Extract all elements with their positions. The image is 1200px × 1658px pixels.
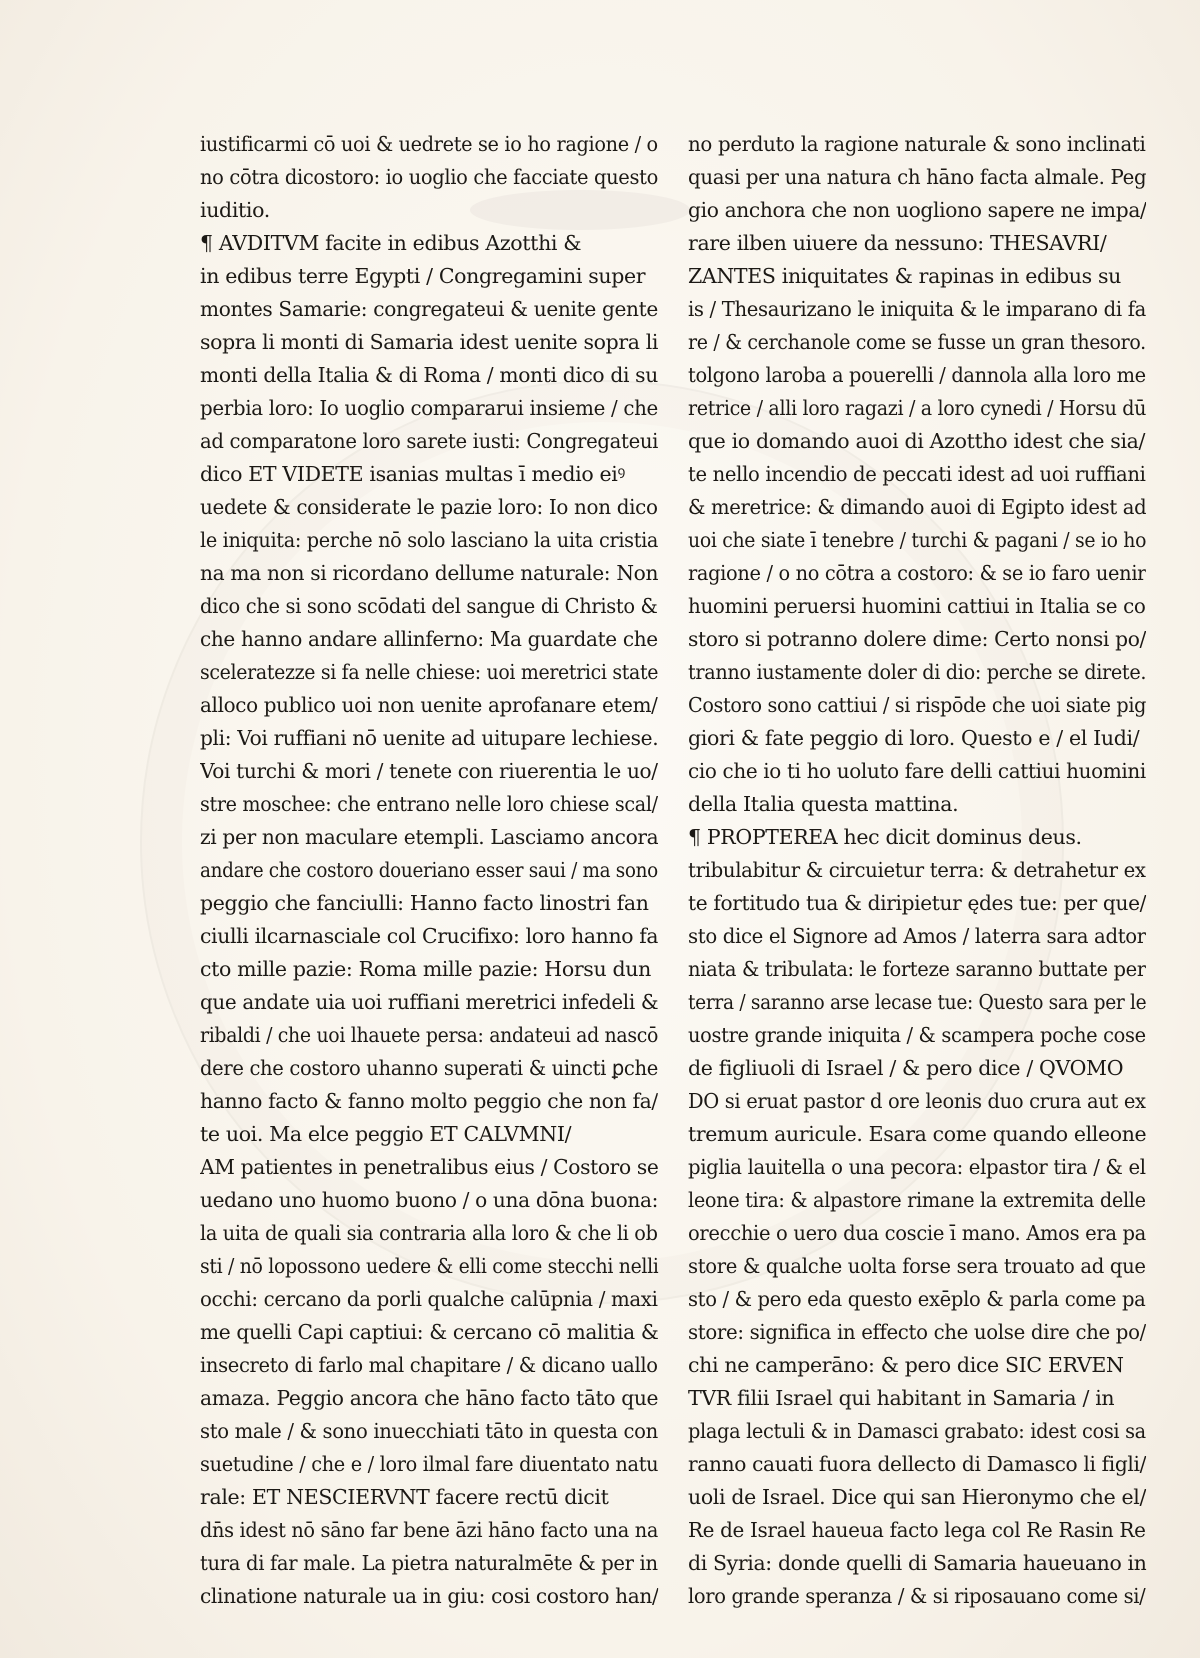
text-line: tribulabitur & circuietur terra: & detrahetur ex: [688, 858, 1146, 882]
text-line: te fortitudo tua & diripietur ędes tue: per que/: [688, 891, 1147, 915]
text-line: le iniquita: perche nō solo lasciano la uita cristia: [200, 528, 659, 552]
text-line: pli: Voi ruffiani nō uenite ad uitupare lechiese.: [200, 726, 659, 750]
text-line: ribaldi / che uoi lhauete persa: andateui ad nascō: [200, 1023, 659, 1047]
text-line: iustificarmi cō uoi & uedrete se io ho ragione / o: [200, 132, 658, 156]
text-line: occhi: cercano da porli qualche calūpnia / maxi: [200, 1287, 658, 1311]
text-line: store & qualche uolta forse sera trouato ad que: [688, 1254, 1146, 1278]
text-line: perbia loro: Io uoglio compararui insieme / che: [200, 396, 658, 420]
text-line: iuditio.: [200, 198, 270, 222]
text-line: retrice / alli loro ragazi / a loro cynedi / Horsu dū: [688, 396, 1146, 420]
text-line: dico che si sono scōdati del sangue di Christo &: [200, 594, 658, 618]
text-line: uostre grande iniquita / & scampera poche cose: [688, 1023, 1146, 1047]
text-line: andare che costoro doueriano esser saui / ma sono: [200, 858, 658, 882]
text-line: ¶ AVDITVM facite in edibus Azotthi &: [200, 231, 582, 255]
text-line: sto dice el Signore ad Amos / laterra sara adtor: [688, 924, 1146, 948]
text-line: hanno facto & fanno molto peggio che non fa/: [200, 1089, 658, 1113]
text-line: store: significa in effecto che uolse dire che po/: [688, 1320, 1146, 1344]
text-line: terra / saranno arse lecase tue: Questo sara per le: [688, 990, 1147, 1014]
text-line: clinatione naturale ua in giu: cosi costoro han/: [200, 1584, 659, 1608]
text-line: de figliuoli di Israel / & pero dice / QVOMO: [688, 1056, 1124, 1080]
text-line: la uita de quali sia contraria alla loro & che li ob: [200, 1221, 658, 1245]
text-column-right: [688, 128, 1146, 1613]
text-line: te uoi. Ma elce peggio ET CALVMNI/: [200, 1122, 572, 1146]
text-line: re / & cerchanole come se fusse un gran thesoro.: [688, 330, 1146, 354]
text-line: rare ilben uiuere da nessuno: THESAVRI/: [688, 231, 1107, 255]
text-line: orecchie o uero dua coscie ī mano. Amos era pa: [688, 1221, 1146, 1245]
text-line: tremum auricule. Esara come quando elleone: [688, 1122, 1147, 1146]
text-line: sti / nō lopossono uedere & elli come stecchi nelli: [200, 1254, 659, 1278]
text-line: sceleratezze si fa nelle chiese: uoi meretrici state: [200, 660, 658, 684]
text-line: uoi che siate ī tenebre / turchi & pagani / se io ho: [688, 528, 1147, 552]
text-line: cto mille pazie: Roma mille pazie: Horsu dun: [200, 957, 651, 981]
text-line: quasi per una natura ch hāno facta almale. Peg: [688, 165, 1146, 189]
text-line: dere che costoro uhanno superati & uincti ꝑche: [200, 1056, 658, 1080]
text-line: plaga lectuli & in Damasci grabato: idest cosi sa: [688, 1419, 1146, 1443]
text-line: tura di far male. La pietra naturalmēte & per in: [200, 1551, 658, 1575]
text-line: sto / & pero eda questo exēplo & parla come pa: [688, 1287, 1146, 1311]
text-line: huomini peruersi huomini cattiui in Italia se co: [688, 594, 1146, 618]
text-line: que andate uia uoi ruffiani meretrici infedeli &: [200, 990, 658, 1014]
text-line: DO si eruat pastor d ore leonis duo crura aut ex: [688, 1089, 1146, 1113]
text-line: no perduto la ragione naturale & sono inclinati: [688, 132, 1146, 156]
text-line: uedano uno huomo buono / o una dōna buona:: [200, 1188, 659, 1212]
text-line: insecreto di farlo mal chapitare / & dicano uallo: [200, 1353, 658, 1377]
text-line: tranno iustamente doler di dio: perche se direte.: [688, 660, 1147, 684]
text-line: uedete & considerate le pazie loro: Io non dico: [200, 495, 658, 519]
text-line: zi per non maculare etempli. Lasciamo ancora: [200, 825, 659, 849]
text-line: ¶ PROPTEREA hec dicit dominus deus.: [688, 825, 1082, 849]
text-line: stre moschee: che entrano nelle loro chiese scal/: [200, 792, 658, 816]
text-line: niata & tribulata: le forteze saranno buttate per: [688, 957, 1146, 981]
text-line: ranno cauati fuora dellecto di Damasco li figli/: [688, 1452, 1147, 1476]
text-line: giori & fate peggio di loro. Questo e / el Iudi/: [688, 726, 1140, 750]
text-line: amaza. Peggio ancora che hāno facto tāto que: [200, 1386, 658, 1410]
text-line: ad comparatone loro sarete iusti: Congregateui: [200, 429, 658, 453]
text-line: storo si potranno dolere dime: Certo nonsi po/: [688, 627, 1146, 651]
text-line: tolgono laroba a pouerelli / dannola alla loro me: [688, 363, 1146, 387]
text-line: suetudine / che e / loro ilmal fare diuentato natu: [200, 1452, 658, 1476]
text-line: rale: ET NESCIERVNT facere rectū dicit: [200, 1485, 609, 1509]
text-line: sopra li monti di Samaria idest uenite sopra li: [200, 330, 659, 354]
text-line: is / Thesaurizano le iniquita & le imparano di fa: [688, 297, 1146, 321]
text-line: che hanno andare allinferno: Ma guardate che: [200, 627, 658, 651]
text-line: me quelli Capi captiui: & cercano cō malitia &: [200, 1320, 659, 1344]
text-column-left: [200, 128, 658, 1613]
text-line: TVR filii Israel qui habitant in Samaria / in: [688, 1386, 1115, 1410]
text-line: na ma non si ricordano dellume naturale: Non: [200, 561, 659, 585]
text-line: della Italia questa mattina.: [688, 792, 959, 816]
text-line: te nello incendio de peccati idest ad uoi ruffiani: [688, 462, 1146, 486]
text-line: peggio che fanciulli: Hanno facto linostri fan: [200, 891, 649, 915]
text-line: & meretrice: & dimando auoi di Egipto idest ad: [688, 495, 1146, 519]
text-line: gio anchora che non uogliono sapere ne impa/: [688, 198, 1147, 222]
text-line: sto male / & sono inuecchiati tāto in questa con: [200, 1419, 658, 1443]
text-line: ciulli ilcarnasciale col Crucifixo: loro hanno fa: [200, 924, 658, 948]
text-line: uoli de Israel. Dice qui san Hieronymo che el/: [688, 1485, 1146, 1509]
text-line: ragione / o no cōtra a costoro: & se io faro uenir: [688, 561, 1146, 585]
text-line: loro grande speranza / & si riposauano come si/: [688, 1584, 1146, 1608]
text-line: alloco publico uoi non uenite aprofanare etem/: [200, 693, 658, 717]
text-line: monti della Italia & di Roma / monti dico di su: [200, 363, 658, 387]
text-line: dn̄s idest nō sāno far bene āzi hāno facto una na: [200, 1518, 658, 1542]
text-line: dico ET VIDETE isanias multas ī medio eiꝰ: [200, 462, 625, 486]
text-line: leone tira: & alpastore rimane la extremita delle: [688, 1188, 1146, 1212]
text-line: di Syria: donde quelli di Samaria haueuano in: [688, 1551, 1147, 1575]
text-line: Voi turchi & mori / tenete con riuerentia le uo/: [200, 759, 658, 783]
text-line: AM patientes in penetralibus eius / Costoro se: [200, 1155, 659, 1179]
text-line: Costoro sono cattiui / si rispōde che uoi siate pig: [688, 693, 1147, 717]
text-line: in edibus terre Egypti / Congregamini super: [200, 264, 646, 288]
text-line: piglia lauitella o una pecora: elpastor tira / & el: [688, 1155, 1146, 1179]
text-line: ZANTES iniquitates & rapinas in edibus su: [688, 264, 1121, 288]
text-line: chi ne camperāno: & pero dice SIC ERVEN: [688, 1353, 1124, 1377]
text-line: no cōtra dicostoro: io uoglio che facciate questo: [200, 165, 658, 189]
text-line: cio che io ti ho uoluto fare delli cattiui huomini: [688, 759, 1146, 783]
text-line: montes Samarie: congregateui & uenite gente: [200, 297, 658, 321]
text-line: Re de Israel haueua facto lega col Re Rasin Re: [688, 1518, 1146, 1542]
text-line: que io domando auoi di Azotthо idest che sia/: [688, 429, 1146, 453]
